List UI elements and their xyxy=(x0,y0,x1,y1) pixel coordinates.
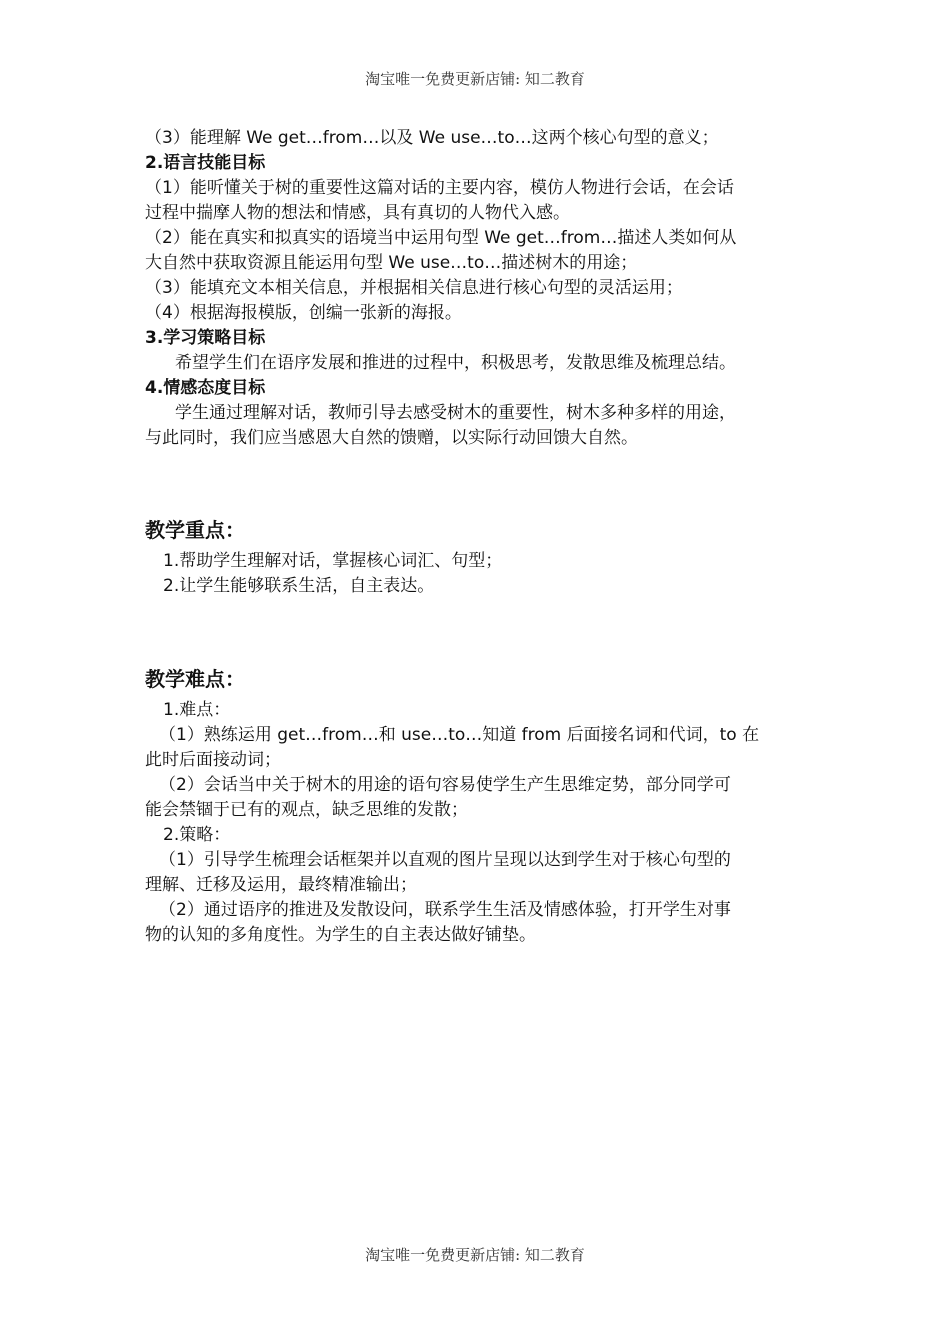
language-skill-1-cont: 过程中揣摩人物的想法和情感，具有真切的人物代入感。 xyxy=(145,203,570,223)
language-skill-2-cont: 大自然中获取资源且能运用句型 We use…to…描述树木的用途； xyxy=(145,253,638,273)
objectives-section xyxy=(145,126,810,451)
difficulty-1: （1）熟练运用 get…from…和 use…to…知道 from 后面接名词和代词，to 在 xyxy=(159,725,760,745)
page-footer: 淘宝唯一免费更新店铺: 知二教育 xyxy=(365,1246,585,1264)
difficulty-1-cont: 此时后面接动词； xyxy=(145,750,281,770)
language-skill-3: （3）能填充文本相关信息，并根据相关信息进行核心句型的灵活运用； xyxy=(145,278,683,298)
strategy-2-cont: 物的认知的多角度性。为学生的自主表达做好铺垫。 xyxy=(145,925,536,945)
language-skill-heading: 2.语言技能目标 xyxy=(145,153,266,173)
strategy-1: （1）引导学生梳理会话框架并以直观的图片呈现以达到学生对于核心句型的 xyxy=(159,850,731,870)
attitude-heading: 4.情感态度目标 xyxy=(145,378,266,398)
strategy-2: （2）通过语序的推进及发散设问，联系学生生活及情感体验，打开学生对事 xyxy=(159,900,731,920)
strategy-text: 希望学生们在语序发展和推进的过程中，积极思考，发散思维及梳理总结。 xyxy=(175,353,736,373)
key-points-title: 教学重点： xyxy=(145,518,245,542)
difficulties-section xyxy=(145,698,810,948)
strategy-1-cont: 理解、迁移及运用，最终精准输出； xyxy=(145,875,417,895)
difficulty-2-cont: 能会禁锢于已有的观点，缺乏思维的发散； xyxy=(145,800,468,820)
page-header: 淘宝唯一免费更新店铺: 知二教育 xyxy=(365,70,585,88)
difficulty-2: （2）会话当中关于树木的用途的语句容易使学生产生思维定势，部分同学可 xyxy=(159,775,731,795)
language-skill-4: （4）根据海报模版，创编一张新的海报。 xyxy=(145,303,462,323)
strategy-heading: 3.学习策略目标 xyxy=(145,328,266,348)
language-skill-1: （1）能听懂关于树的重要性这篇对话的主要内容，模仿人物进行会话，在会话 xyxy=(145,178,734,198)
attitude-text-cont: 与此同时，我们应当感恩大自然的馈赠，以实际行动回馈大自然。 xyxy=(145,428,638,448)
key-points-section xyxy=(145,549,810,599)
language-skill-2: （2）能在真实和拟真实的语境当中运用句型 We get…from…描述人类如何从 xyxy=(145,228,737,248)
objective-item-3: （3）能理解 We get…from…以及 We use…to…这两个核心句型的意义； xyxy=(145,128,719,148)
key-point-1: 1.帮助学生理解对话，掌握核心词汇、句型； xyxy=(163,551,503,571)
difficulties-title: 教学难点： xyxy=(145,667,245,691)
strategy-label: 2.策略： xyxy=(163,825,231,845)
attitude-text: 学生通过理解对话，教师引导去感受树木的重要性，树木多种多样的用途， xyxy=(175,403,736,423)
key-point-2: 2.让学生能够联系生活，自主表达。 xyxy=(163,576,435,596)
difficulty-label: 1.难点： xyxy=(163,700,231,720)
